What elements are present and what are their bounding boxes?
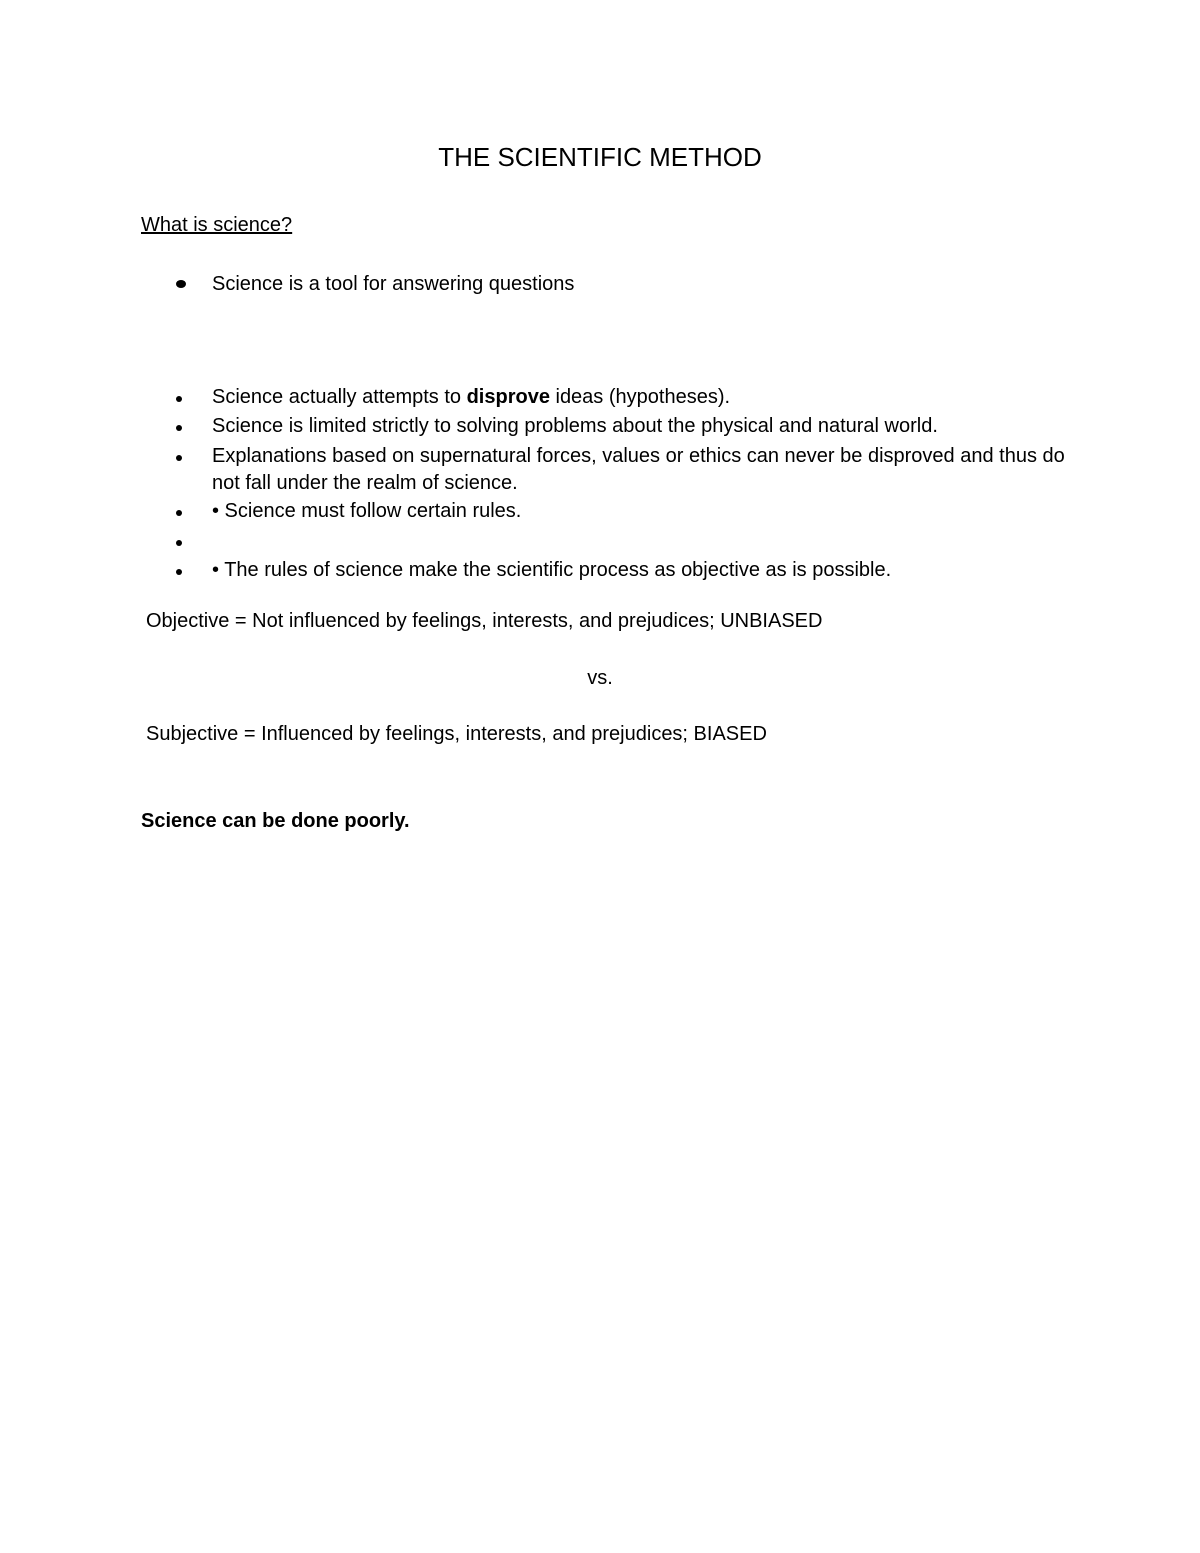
- bullet-text: Science is a tool for answering questions: [212, 273, 575, 295]
- bullet-text-emphasis: disprove: [466, 386, 550, 408]
- bullet-text-part: Science actually attempts to: [212, 386, 467, 408]
- bullet-text: Science is limited strictly to solving problems about the physical and natural world.: [212, 415, 938, 437]
- bullet-dot-icon: [176, 510, 182, 516]
- bullet-dot-icon: [176, 455, 182, 461]
- section-heading: What is science?: [141, 214, 293, 236]
- bullet-dot-icon: [176, 425, 182, 431]
- bullet-text-part: ideas (hypotheses).: [549, 386, 731, 408]
- bullet-text: Explanations based on supernatural forces, values or ethics can never be disproved and thus do not fall under the realm of science.: [212, 445, 1065, 494]
- bullet-text: • The rules of science make the scientific process as objective as is possible.: [212, 559, 892, 581]
- document-title: THE SCIENTIFIC METHOD: [438, 142, 762, 172]
- versus-label: vs.: [587, 667, 613, 689]
- bullet-dot-icon: [176, 569, 182, 575]
- bullet-dot-icon: [176, 396, 182, 402]
- bullet-dot-icon: [176, 280, 186, 288]
- closing-statement: Science can be done poorly.: [141, 810, 410, 832]
- bullet-text: [212, 384, 1072, 411]
- subjective-definition: Subjective = Influenced by feelings, interests, and prejudices; BIASED: [146, 723, 767, 745]
- bullet-text: • Science must follow certain rules.: [212, 500, 522, 522]
- objective-definition: Objective = Not influenced by feelings, interests, and prejudices; UNBIASED: [146, 610, 823, 632]
- bullet-dot-icon: [176, 540, 182, 546]
